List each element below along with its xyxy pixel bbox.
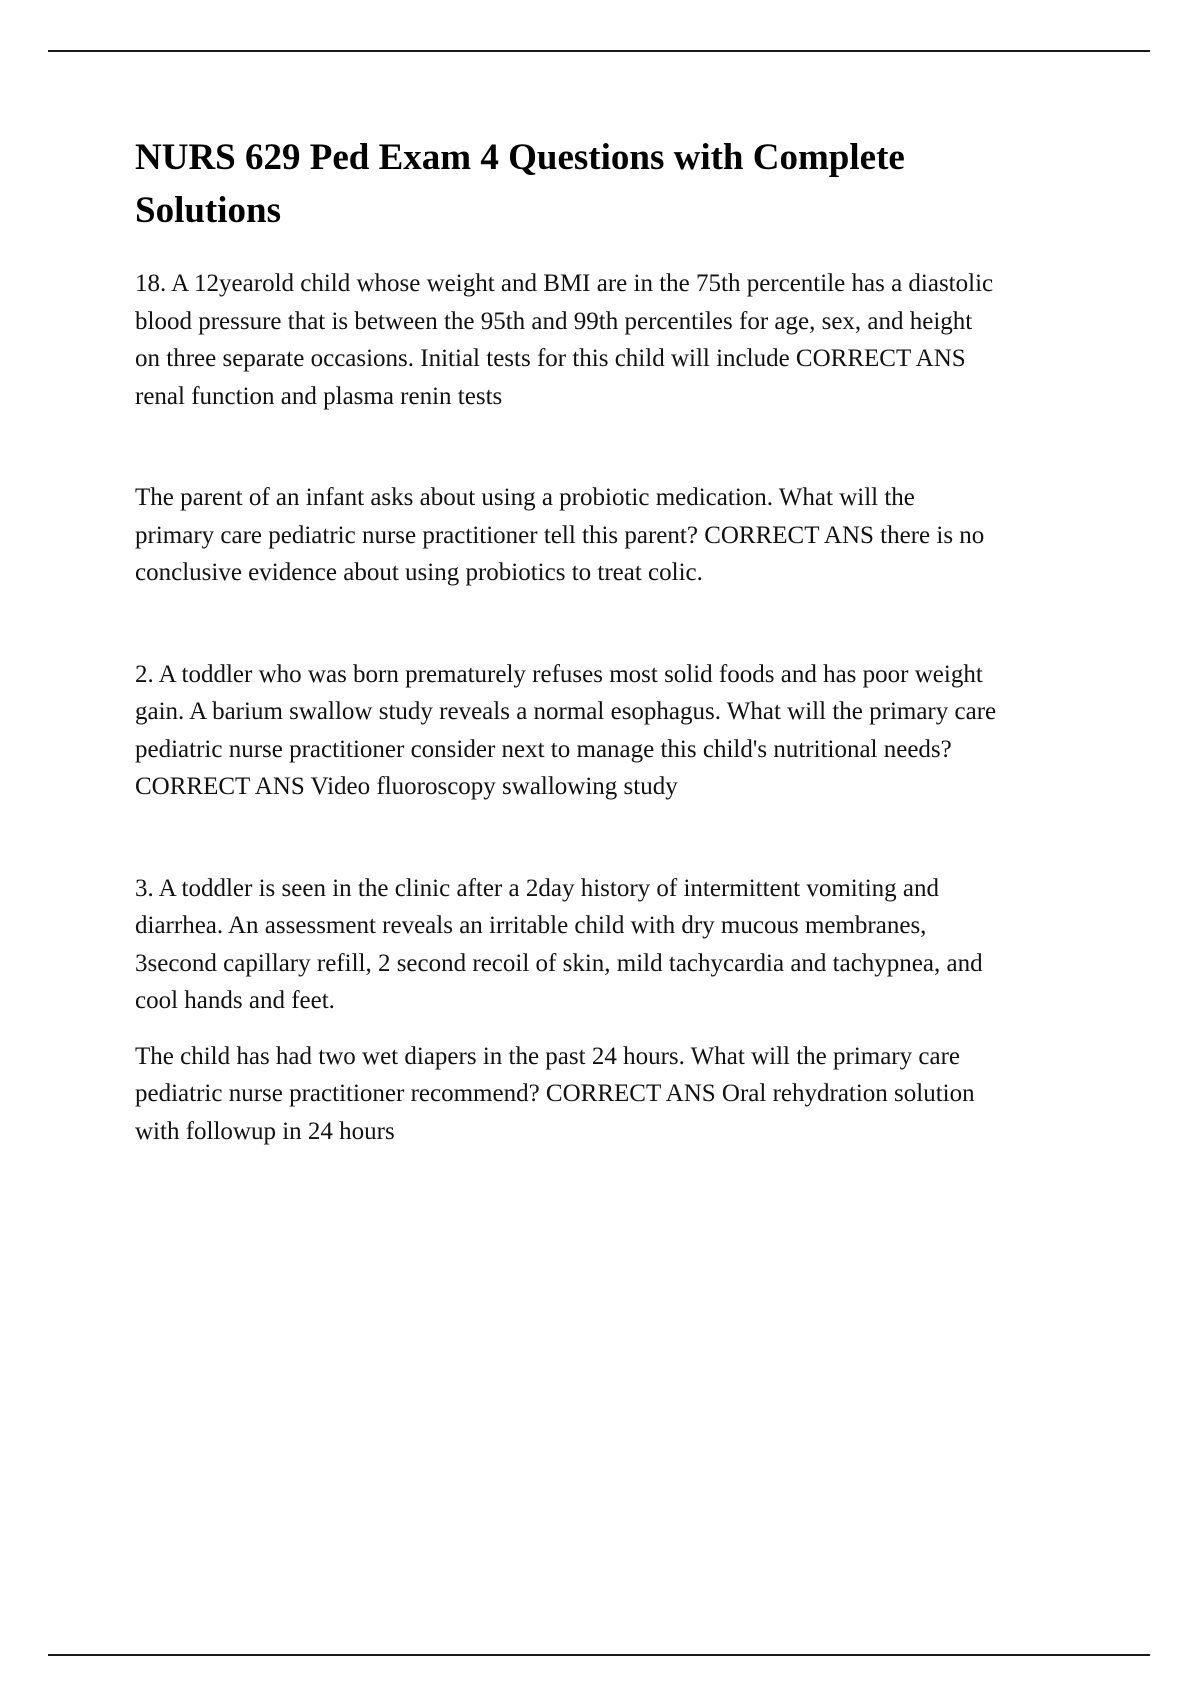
paragraph-question-probiotic: The parent of an infant asks about using a probiotic medication. What will the primary care pediatric nurse practitioner tell this parent? CORRECT ANS there is no conclusive evidence about using probiotics to treat colic. xyxy=(135,484,985,587)
paragraph-question-3-continued: The child has had two wet diapers in the past 24 hours. What will the primary care pediatric nurse practitioner recommend? CORRECT ANS Oral rehydration solution with followup in 24 hours xyxy=(135,1042,975,1145)
document-content xyxy=(135,132,997,1168)
page-title: NURS 629 Ped Exam 4 Questions with Complete Solutions xyxy=(135,137,905,231)
top-divider xyxy=(48,50,1150,52)
paragraph-question-2: 2. A toddler who was born prematurely refuses most solid foods and has poor weight gain. A barium swallow study reveals a normal esophagus. What will the primary care pediatric nurse practitioner consider next to manage this child's nutritional needs? CORRECT ANS Video fluoroscopy swallowing study xyxy=(135,660,997,801)
paragraph-question-18: 18. A 12yearold child whose weight and BMI are in the 75th percentile has a diastolic blood pressure that is between the 95th and 99th percentiles for age, sex, and height on three separate occasions. Initial tests for this child will include CORRECT ANS renal function and plasma renin tests xyxy=(135,270,994,410)
paragraph-question-3: 3. A toddler is seen in the clinic after a 2day history of intermittent vomiting and diarrhea. An assessment reveals an irritable child with dry mucous membranes, 3second capillary refill, 2 second recoil of skin, mild tachycardia and tachypnea, and cool hands and feet. xyxy=(135,874,983,1015)
bottom-divider xyxy=(48,1654,1150,1656)
